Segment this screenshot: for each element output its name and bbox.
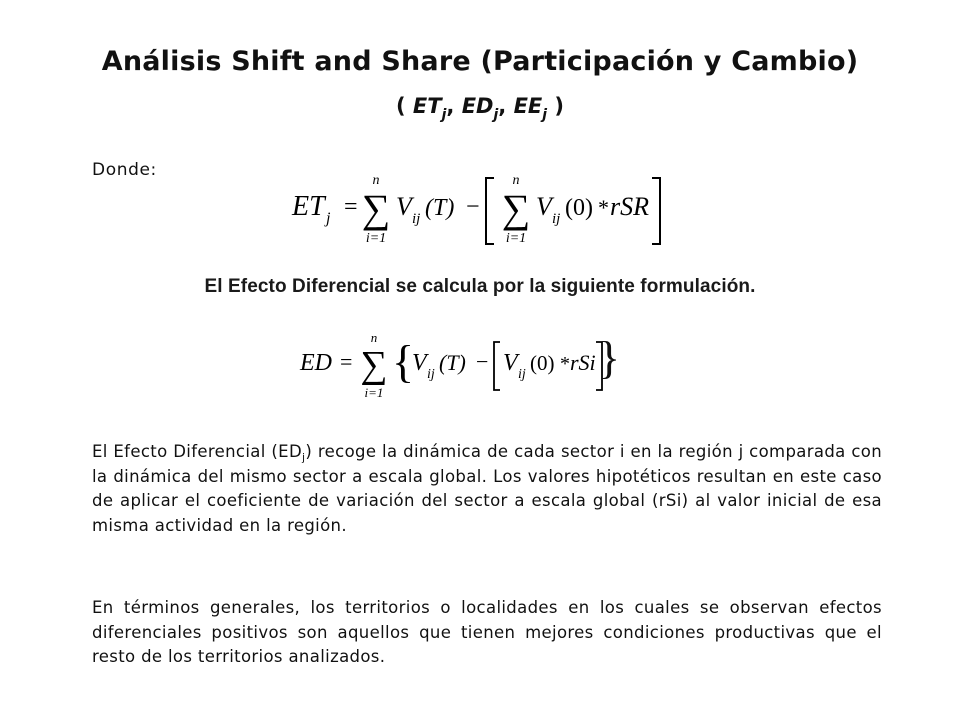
subtitle-open: ( [395,94,413,118]
formula-et-term2-arg: (0) [565,195,593,221]
formula-ed-term2-sub: ij [518,367,526,382]
formula-et-sum1-bottom: i=1 [365,231,387,246]
formula-et-sum2-bottom: i=1 [505,231,527,246]
formula-ed-star: * [560,353,570,375]
subtitle-et: $ET_j$ [412,94,447,123]
subtitle-ee: $EE_j$ [513,94,548,123]
formula-et-lhs-sub: j [326,210,331,227]
formula-et-svg [288,170,668,250]
formula-heading: El Efecto Diferencial se calcula por la siguiente formulación. [204,276,756,297]
formula-ed-term1-sub: ij [427,367,435,382]
formula-et-star: * [598,195,609,220]
formula-ed-eq: = [340,349,353,374]
formula-et-term1: V [396,192,412,221]
subtitle-sep2: , [498,94,514,118]
formula-ed-sum-top: n [370,330,378,345]
formula-ed-sum-sigma: ∑ [360,344,388,386]
slide-subtitle [0,94,960,123]
formula-ed-term2-arg: (0) [530,351,555,375]
formula-ed-lhs: ED [300,350,332,376]
formula-ed-term1-arg: (T) [439,350,466,375]
formula-ed-svg [296,330,606,405]
formula-et-term1-sub: ij [412,211,421,227]
donde-label: Donde: [92,160,157,180]
formula-et-term1-arg: (T) [425,195,455,221]
formula-et-bracket-left [486,178,494,244]
subtitle-close: ) [547,94,565,118]
formula-et-rate: rSR [610,192,649,221]
formula-et-term2-sub: ij [552,211,561,227]
formula-et-sum2-top: n [512,173,520,188]
subtitle-sep1: , [446,94,462,118]
formula-ed-term1: V [412,350,427,376]
formula-ed-minus: − [476,349,489,374]
formula-ed-term2: V [503,350,518,376]
formula-et-sum2-sigma: ∑ [501,186,531,231]
formula-et-minus: − [466,194,480,220]
formula-et-term2: V [536,192,552,221]
formula-et-eq: = [344,194,358,220]
formula-et-sum1-top: n [372,173,380,188]
paragraph-terminos-generales: En términos generales, los territorios o localidades en los cuales se observan efectos diferenciales positivos son aquellos que tienen mejores condiciones productivas que el resto de los territorios analizados. [92,598,882,666]
formula-et-sum1-sigma: ∑ [361,186,391,231]
subtitle-ed: $ED_j$ [461,94,499,123]
slide-title: Análisis Shift and Share (Participación y Cambio) [101,46,859,77]
formula-ed-rate: rSi [570,350,596,375]
formula-ed-brace-left: { [392,336,415,387]
formula-et [288,170,668,250]
formula-et-lhs: ET [292,191,325,222]
formula-et-bracket-right [652,178,660,244]
formula-ed-sum-bottom: i=1 [364,385,384,400]
formula-ed-bracket-left [494,342,500,390]
formula-ed-brace-right: } [598,332,621,383]
formula-ed [296,330,606,405]
paragraph-efecto-diferencial: El Efecto Diferencial $(ED_j)$ recoge la dinámica de cada sector i en la región j comparada con la dinámica del mismo sector a escala global. Los valores hipotéticos resultan en este caso de aplicar el coeficiente de variación del sector a escala global (rSi) al valor inicial de esa misma actividad en la región. [92,442,883,535]
